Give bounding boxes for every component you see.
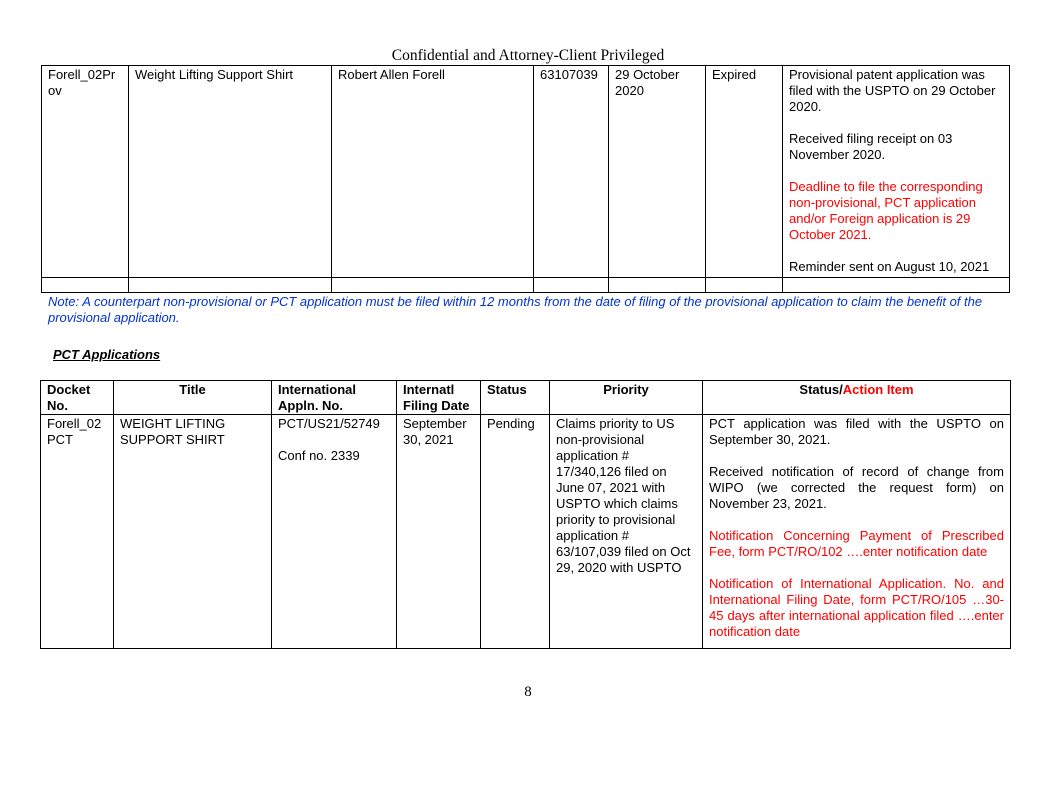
action-cell <box>703 415 1011 649</box>
action-notification: Notification of International Application. No. and International Filing Date, form PCT/RO/105 …30-45 days after international application filed ….enter notification date <box>709 576 1004 639</box>
appln-no: PCT/US21/52749 <box>278 416 380 431</box>
table-header-row <box>41 381 1011 415</box>
action-filed: PCT application was filed with the USPTO on September 30, 2021. <box>709 416 1004 447</box>
note-filed: Provisional patent application was filed with the USPTO on 29 October 2020. <box>789 67 996 114</box>
note-receipt: Received filing receipt on 03 November 2020. <box>789 131 953 162</box>
filing-date-cell: 29 October 2020 <box>609 66 706 278</box>
pct-section-title: PCT Applications <box>53 347 161 362</box>
filing-note: Note: A counterpart non-provisional or PCT application must be filed within 12 months from the date of filing of the provisional application to claim the benefit of the provisional application. <box>48 294 983 325</box>
col-docket: Docket No. <box>41 381 114 415</box>
note-reminder: Reminder sent on August 10, 2021 <box>789 259 990 274</box>
page-number: 8 <box>524 684 532 700</box>
inventor-cell: Robert Allen Forell <box>332 66 534 278</box>
notes-cell <box>783 66 1010 278</box>
provisional-table <box>41 65 1010 293</box>
col-status-action: Status/Action Item <box>703 381 1011 415</box>
page-header: Confidential and Attorney-Client Privileged <box>391 47 665 64</box>
title-cell: Weight Lifting Support Shirt <box>129 66 332 278</box>
appl-no-cell: 63107039 <box>534 66 609 278</box>
col-intl-filing: Internatl Filing Date <box>397 381 481 415</box>
col-title: Title <box>114 381 272 415</box>
docket-cell: Forell_02 PCT <box>41 415 114 649</box>
table-row <box>41 415 1011 649</box>
title-cell: WEIGHT LIFTING SUPPORT SHIRT <box>114 415 272 649</box>
pct-table <box>40 380 1011 649</box>
empty-row <box>42 278 1010 293</box>
status-cell: Expired <box>706 66 783 278</box>
table-row <box>42 66 1010 278</box>
note-deadline: Deadline to file the corresponding non-provisional, PCT application and/or Foreign application is 29 October 2021. <box>789 179 983 242</box>
status-cell: Pending <box>481 415 550 649</box>
priority-cell: Claims priority to US non-provisional application # 17/340,126 filed on June 07, 2021 with USPTO which claims priority to provisional application # 63/107,039 filed on Oct 29, 2020 with USPTO <box>550 415 703 649</box>
col-status: Status <box>481 381 550 415</box>
action-wipo: Received notification of record of change from WIPO (we corrected the request form) on November 23, 2021. <box>709 464 1004 511</box>
col-priority: Priority <box>550 381 703 415</box>
action-fee: Notification Concerning Payment of Prescribed Fee, form PCT/RO/102 ….enter notification date <box>709 528 1004 559</box>
docket-cell: Forell_02Prov <box>42 66 129 278</box>
conf-no: Conf no. 2339 <box>278 448 360 463</box>
col-intl-appln: International Appln. No. <box>272 381 397 415</box>
appln-no-cell <box>272 415 397 649</box>
filing-date-cell: September 30, 2021 <box>397 415 481 649</box>
